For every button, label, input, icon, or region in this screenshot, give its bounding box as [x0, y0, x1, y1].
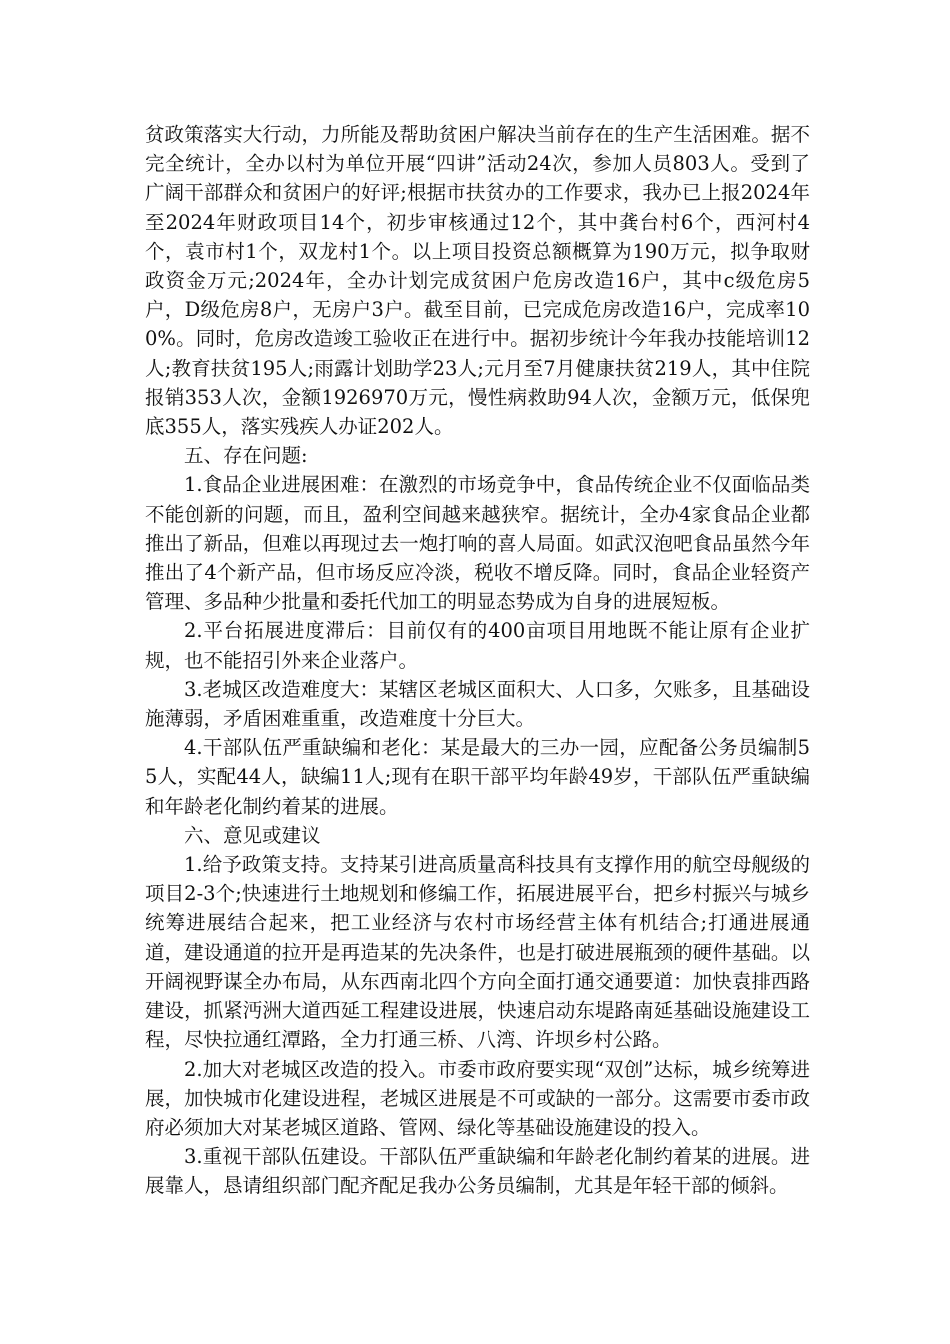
- heading-suggestions: 六、意见或建议: [184, 823, 321, 847]
- paragraph-problem-2: 2.平台拓展进度滞后：目前仅有的400亩项目用地既不能让原有企业扩规，也不能招引外来企业落户。: [145, 619, 810, 672]
- paragraph-suggestion-3: 3.重视干部队伍建设。干部队伍严重缺编和年龄老化制约着某的进展。进展靠人，恳请组织部门配齐配足我办公务员编制，尤其是年轻干部的倾斜。: [145, 1145, 810, 1198]
- paragraph-problem-1: 1.食品企业进展困难：在激烈的市场竞争中，食品传统企业不仅面临品类不能创新的问题，而且，盈利空间越来越狭窄。据统计，全办4家食品企业都推出了新品，但难以再现过去一炮打响的喜人局面。如武汉泡吧食品虽然今年推出了4个新产品，但市场反应冷淡，税收不增反降。同时，食品企业轻资产管理、多品种少批量和委托代加工的明显态势成为自身的进展短板。: [145, 473, 810, 614]
- document-page: [145, 120, 810, 1201]
- heading-existing-problems: 五、存在问题:: [184, 444, 308, 468]
- paragraph-problem-3: 3.老城区改造难度大：某辖区老城区面积大、人口多，欠账多，且基础设施薄弱，矛盾困难重重，改造难度十分巨大。: [145, 677, 810, 731]
- paragraph-poverty-alleviation: 贫政策落实大行动，力所能及帮助贫困户解决当前存在的生产生活困难。据不完全统计，全办以村为单位开展“四讲”活动24次，参加人员803人。受到了广阔干部群众和贫困户的好评;根据市扶贫办的工作要求，我办已上报2024年至2024年财政项目14个，初步审核通过12个，其中龚台村6个，西河村4个，袁市村1个，双龙村1个。以上项目投资总额概算为190万元，拟争取财政资金万元;2024年，全办计划完成贫困户危房改造16户，其中c级危房5户，D级危房8户，无房户3户。截至目前，已完成危房改造16户，完成率100%。同时，危房改造竣工验收正在进行中。据初步统计今年我办技能培训12人;教育扶贫195人;雨露计划助学23人;元月至7月健康扶贫219人，其中住院报销353人次，金额1926970万元，慢性病救助94人次，金额万元，低保兜底355人，落实残疾人办证202人。: [145, 123, 810, 439]
- paragraph-problem-4: 4.干部队伍严重缺编和老化：某是最大的三办一园，应配备公务员编制55人，实配44人，缺编11人;现有在职干部平均年龄49岁，干部队伍严重缺编和年龄老化制约着某的进展。: [145, 736, 810, 818]
- paragraph-suggestion-2: 2.加大对老城区改造的投入。市委市政府要实现“双创”达标，城乡统筹进展，加快城市化建设进程，老城区进展是不可或缺的一部分。这需要市委市政府必须加大对某老城区道路、管网、绿化等基础设施建设的投入。: [145, 1057, 810, 1139]
- paragraph-suggestion-1: 1.给予政策支持。支持某引进高质量高科技具有支撑作用的航空母舰级的项目2-3个;快速进行土地规划和修编工作，拓展进展平台，把乡村振兴与城乡统筹进展结合起来，把工业经济与农村市场经营主体有机结合;打通进展通道，建设通道的拉开是再造某的先决条件，也是打破进展瓶颈的硬件基础。以开阔视野谋全办布局，从东西南北四个方向全面打通交通要道：加快袁排西路建设，抓紧沔洲大道西延工程建设进展，快速启动东堤路南延基础设施建设工程，尽快拉通红潭路，全力打通三桥、八湾、许坝乡村公路。: [145, 853, 810, 1052]
